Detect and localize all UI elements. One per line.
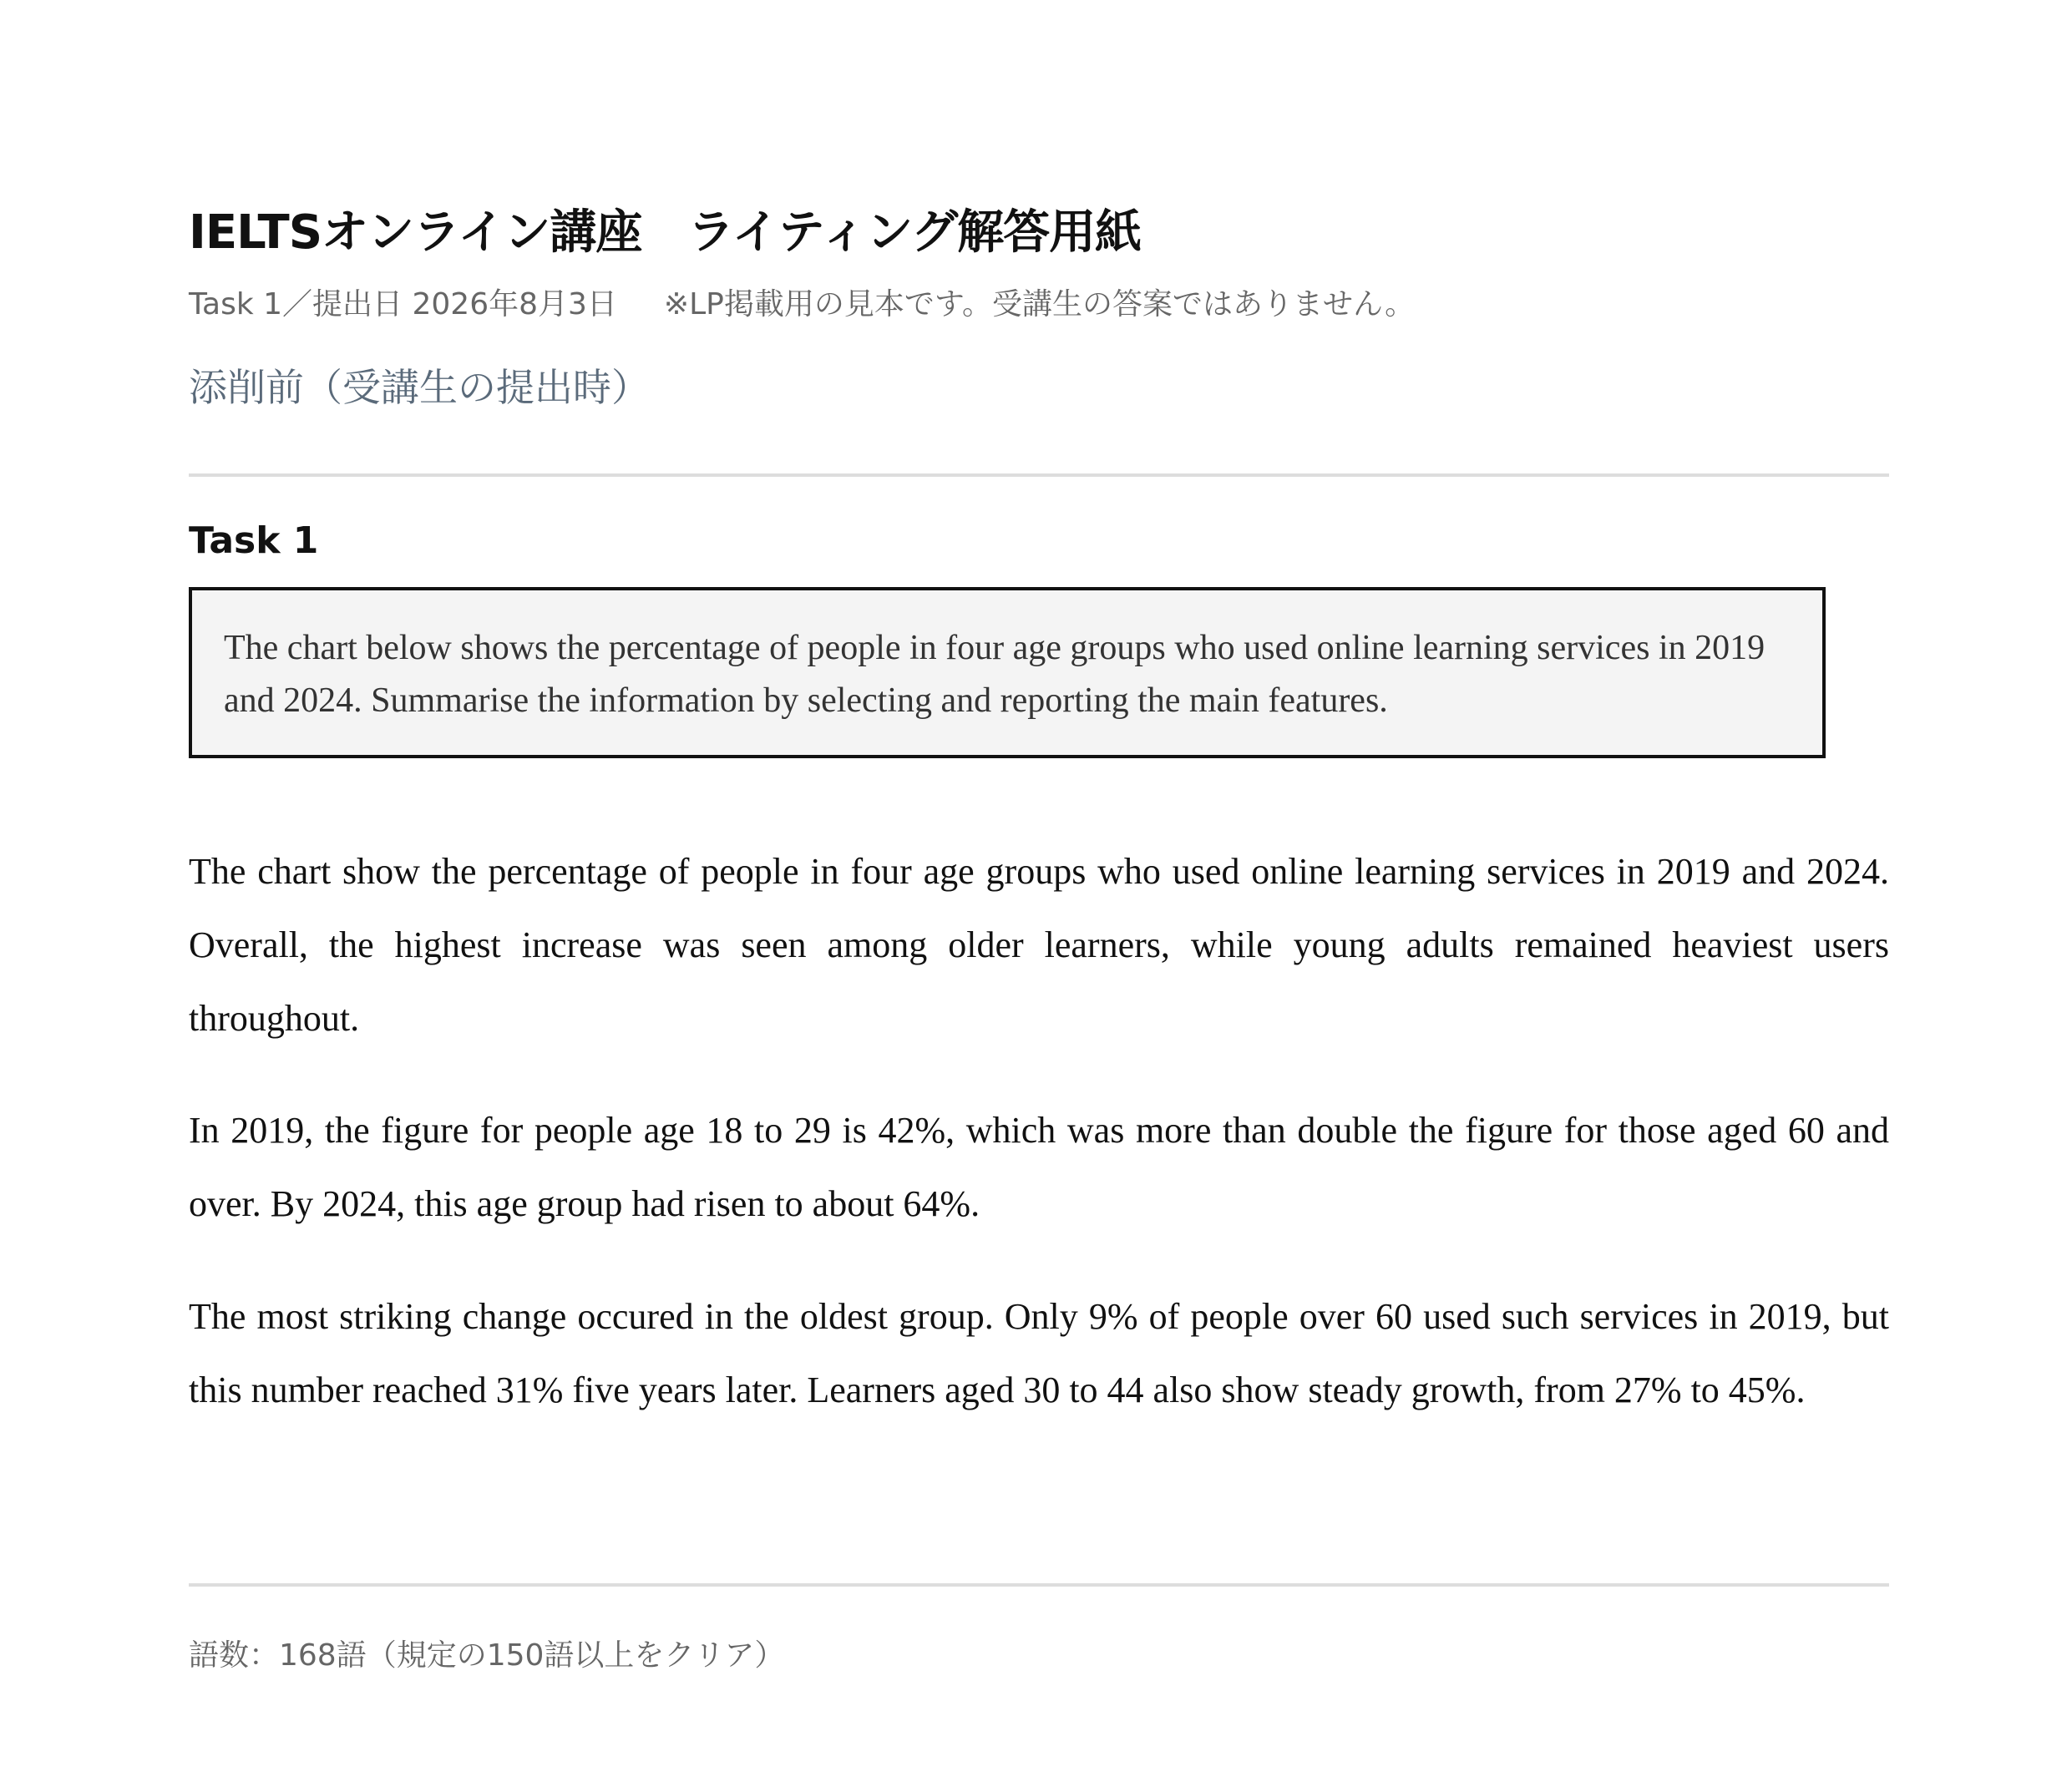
answer-paragraph-2: In 2019, the figure for people age 18 to 29 is 42%, which was more than double the figure for those aged 60 and over. By 2024, this age group had risen to about 64%. [189, 1110, 1889, 1224]
page-title: IELTSオンライン講座 ライティング解答用紙 [189, 205, 1142, 260]
task-heading: Task 1 [189, 519, 319, 562]
divider-top [189, 473, 1889, 477]
divider-bottom [189, 1583, 1889, 1587]
word-count: 語数：168語（規定の150語以上をクリア） [189, 1638, 785, 1673]
sample-notice: ※LP掲載用の見本です。受講生の答案ではありません。 [663, 287, 1416, 321]
task-date: Task 1／提出日 2026年8月3日 [189, 287, 617, 321]
status-label: 添削前（受講生の提出時） [189, 365, 650, 410]
answer-paragraph-1: The chart show the percentage of people in four age groups who used online learning services in 2019 and 2024. Overall, the highest increase was seen among older learners, while young adults remained heaviest users throughout. [189, 851, 1889, 1039]
answer-paragraph-3: The most striking change occured in the oldest group. Only 9% of people over 60 used such services in 2019, but this number reached 31% five years later. Learners aged 30 to 44 also show steady growth, from 27% to 45%. [189, 1296, 1889, 1410]
task-prompt-box [189, 587, 1826, 758]
submission-meta [189, 281, 1415, 323]
task-prompt-text: The chart below shows the percentage of people in four age groups who used online learning services in 2019 and 2024. Summarise the information by selecting and reporting the main features. [224, 629, 1766, 720]
